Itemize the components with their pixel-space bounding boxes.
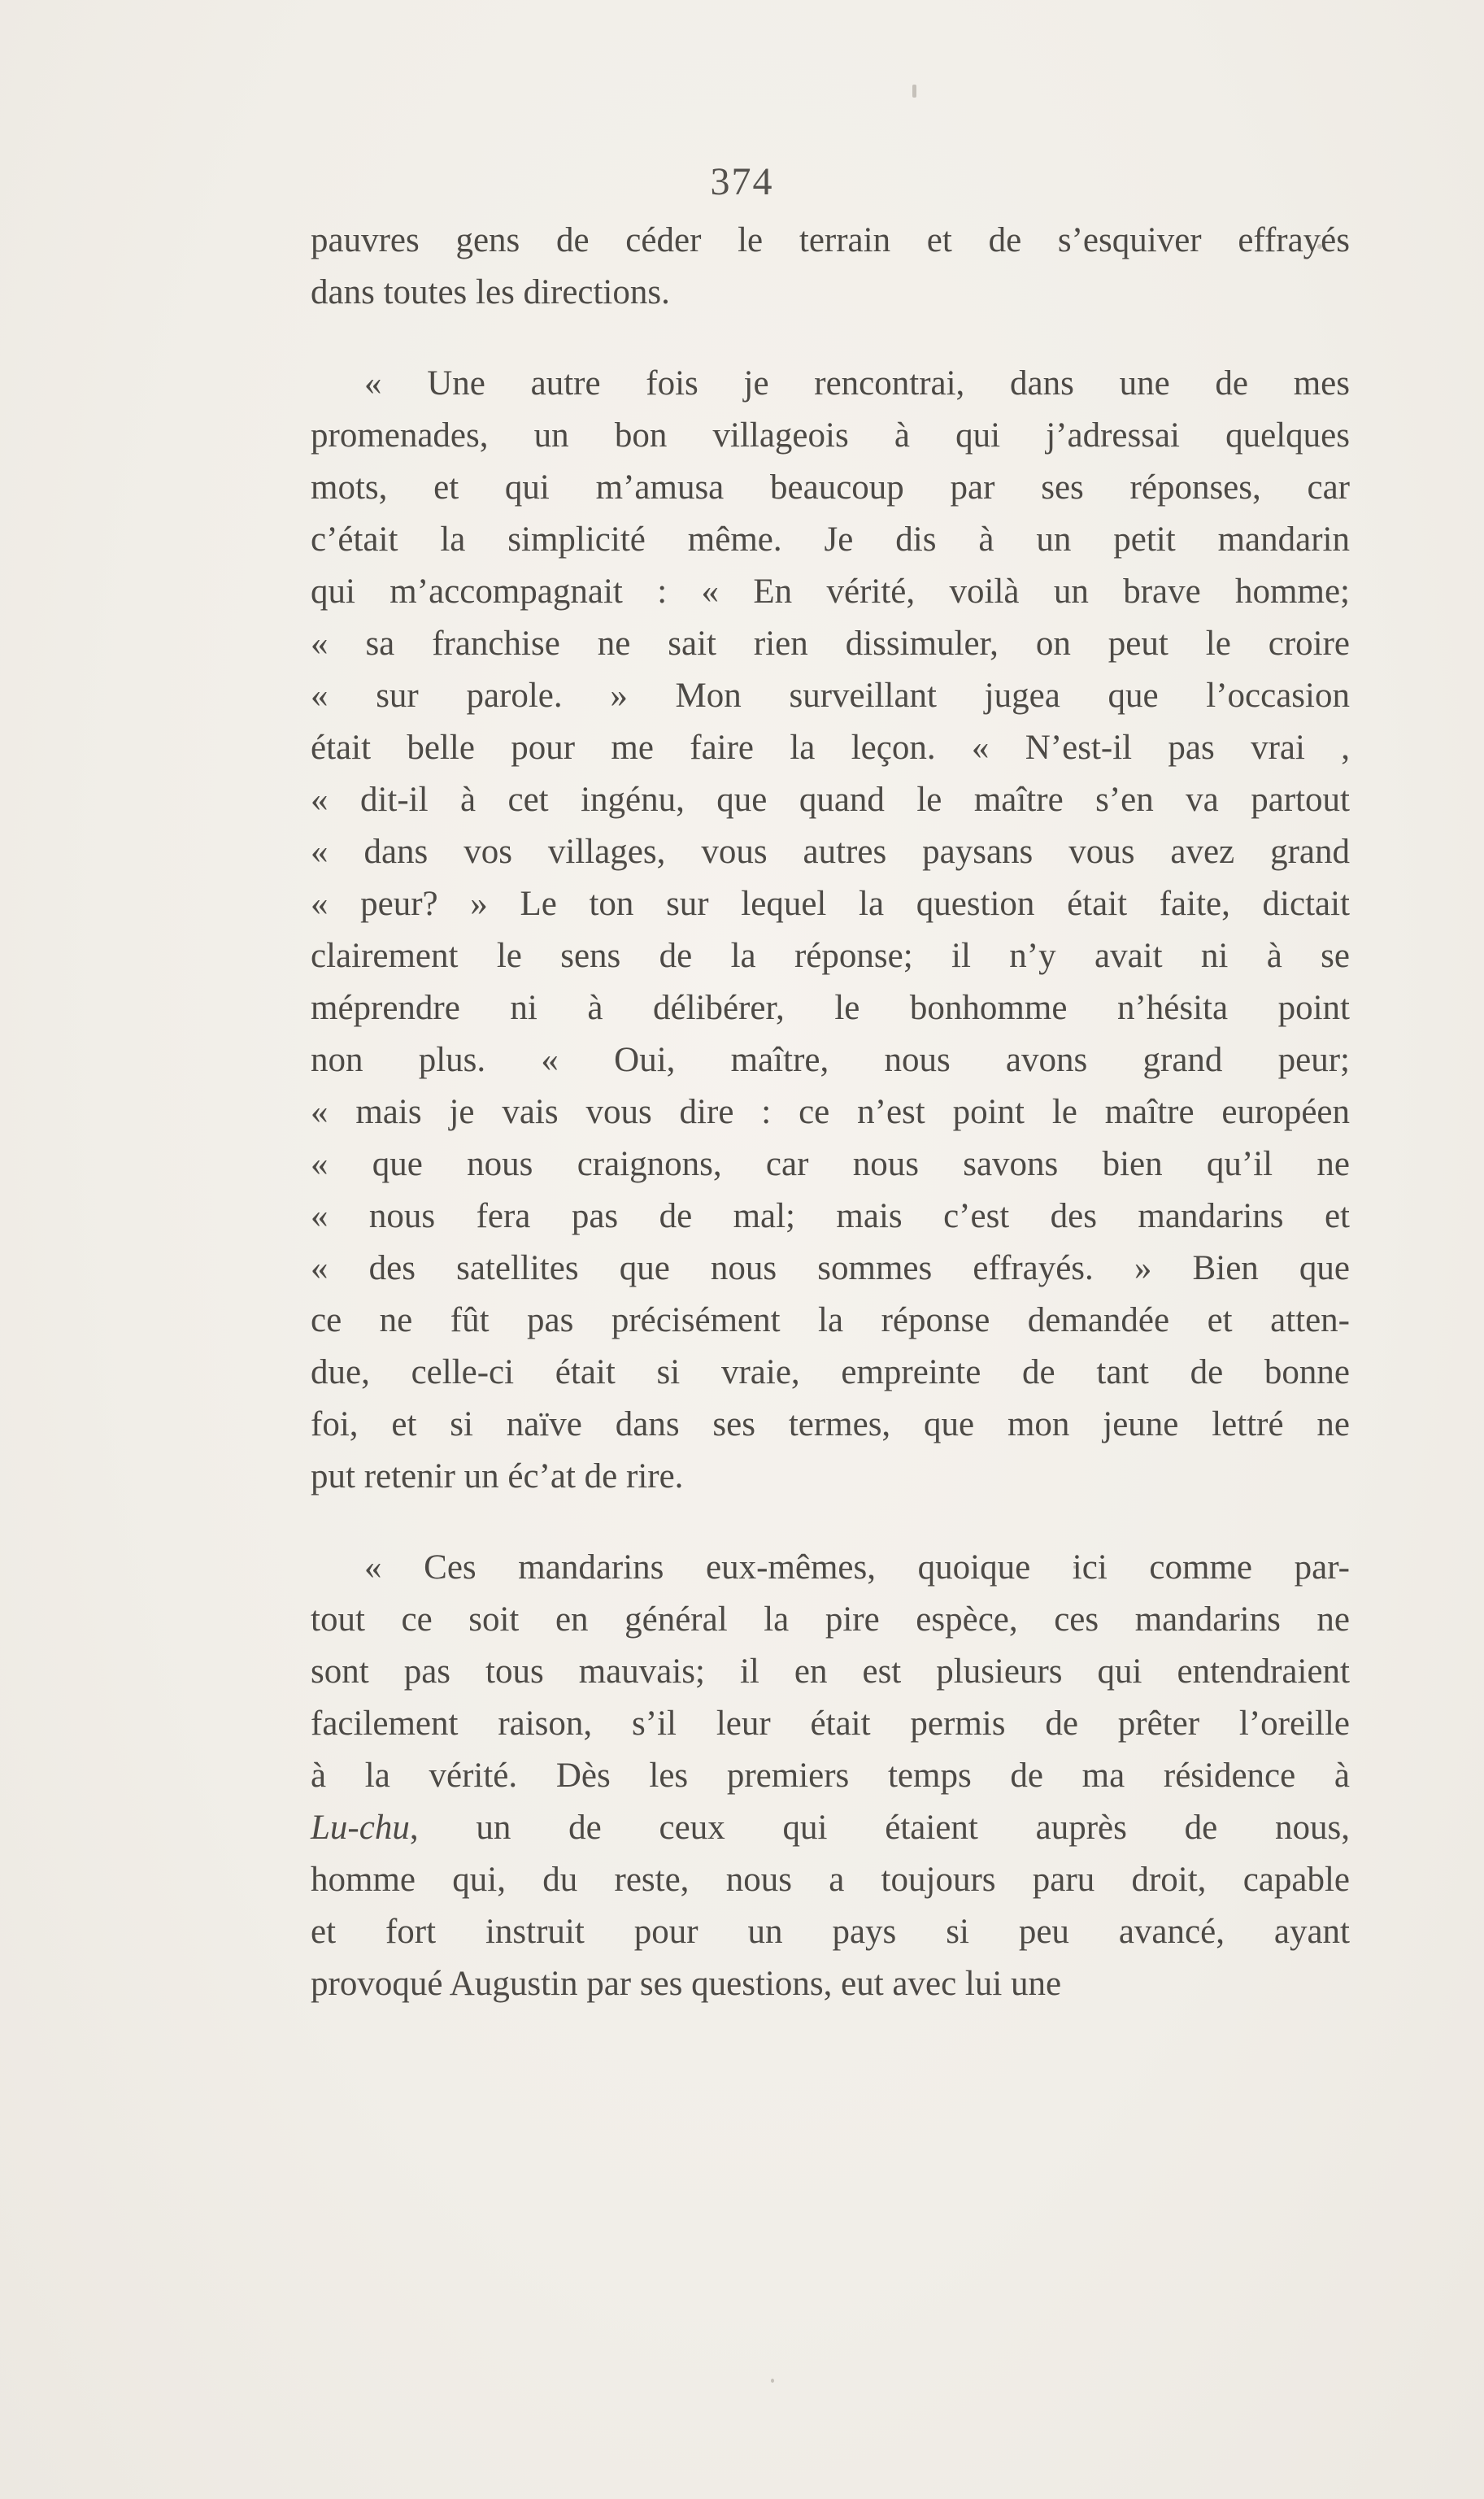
page-number: 374 <box>710 160 774 203</box>
text-line: non plus. « Oui, maître, nous avons grand peur; <box>311 1041 1350 1079</box>
text-line: promenades, un bon villageois à qui j’adressai quelques <box>311 416 1350 455</box>
text-line: put retenir un éc’at de rire. <box>311 1457 684 1495</box>
paragraph-2 <box>311 358 1350 1503</box>
text-line: pauvres gens de céder le terrain et de s’esquiver effrayés <box>311 221 1350 259</box>
text-line: « des satellites que nous sommes effrayés. » Bien que <box>311 1249 1350 1287</box>
text-line: « que nous craignons, car nous savons bien qu’il ne <box>311 1145 1350 1183</box>
text-line: facilement raison, s’il leur était permis de prêter l’oreille <box>311 1704 1350 1743</box>
text-line: méprendre ni à délibérer, le bonhomme n’hésita point <box>311 989 1350 1027</box>
text-line: « dit-il à cet ingénu, que quand le maître s’en va partout <box>311 781 1350 819</box>
text-line: provoqué Augustin par ses questions, eut avec lui une <box>311 1965 1062 2003</box>
text-line: qui m’accompagnait : « En vérité, voilà un brave homme; <box>311 573 1350 611</box>
text-line: tout ce soit en général la pire espèce, ces mandarins ne <box>311 1600 1350 1639</box>
line-remainder: , un de ceux qui étaient auprès de nous, <box>409 1809 1350 1847</box>
text-line: due, celle-ci était si vraie, empreinte de tant de bonne <box>311 1353 1350 1391</box>
paper-speck <box>771 2379 774 2383</box>
text-line: homme qui, du reste, nous a toujours paru droit, capable <box>311 1861 1350 1899</box>
paper-speck <box>912 85 916 98</box>
text-line: « Une autre fois je rencontrai, dans une de mes <box>364 364 1350 403</box>
text-line: « nous fera pas de mal; mais c’est des mandarins et <box>311 1197 1350 1235</box>
text-line: « dans vos villages, vous autres paysans vous avez grand <box>311 833 1350 871</box>
text-line: « peur? » Le ton sur lequel la question était faite, dictait <box>311 885 1350 923</box>
text-line: « sur parole. » Mon surveillant jugea que l’occasion <box>311 677 1350 715</box>
paragraph-3 <box>311 1542 1350 2010</box>
text-line-with-place-name <box>311 1802 1350 1854</box>
text-line: mots, et qui m’amusa beaucoup par ses réponses, car <box>311 468 1350 507</box>
text-line: « Ces mandarins eux-mêmes, quoique ici comme par- <box>364 1548 1350 1587</box>
text-line: clairement le sens de la réponse; il n’y avait ni à se <box>311 937 1350 975</box>
text-line: « sa franchise ne sait rien dissimuler, on peut le croire <box>311 625 1350 663</box>
text-line: « mais je vais vous dire : ce n’est point le maître européen <box>311 1093 1350 1131</box>
text-line: et fort instruit pour un pays si peu avancé, ayant <box>311 1913 1350 1951</box>
text-line: dans toutes les directions. <box>311 273 670 311</box>
text-line: ce ne fût pas précisément la réponse demandée et atten- <box>311 1301 1350 1339</box>
place-name-lu-chu: Lu-chu <box>311 1809 410 1847</box>
text-line: sont pas tous mauvais; il en est plusieurs qui entendraient <box>311 1652 1350 1691</box>
text-line: foi, et si naïve dans ses termes, que mon jeune lettré ne <box>311 1405 1350 1443</box>
text-line: à la vérité. Dès les premiers temps de ma résidence à <box>311 1757 1350 1795</box>
text-line: c’était la simplicité même. Je dis à un petit mandarin <box>311 520 1350 559</box>
body-text <box>311 215 1350 2010</box>
paragraph-1 <box>311 215 1350 319</box>
text-line: était belle pour me faire la leçon. « N’est-il pas vrai , <box>311 729 1350 767</box>
